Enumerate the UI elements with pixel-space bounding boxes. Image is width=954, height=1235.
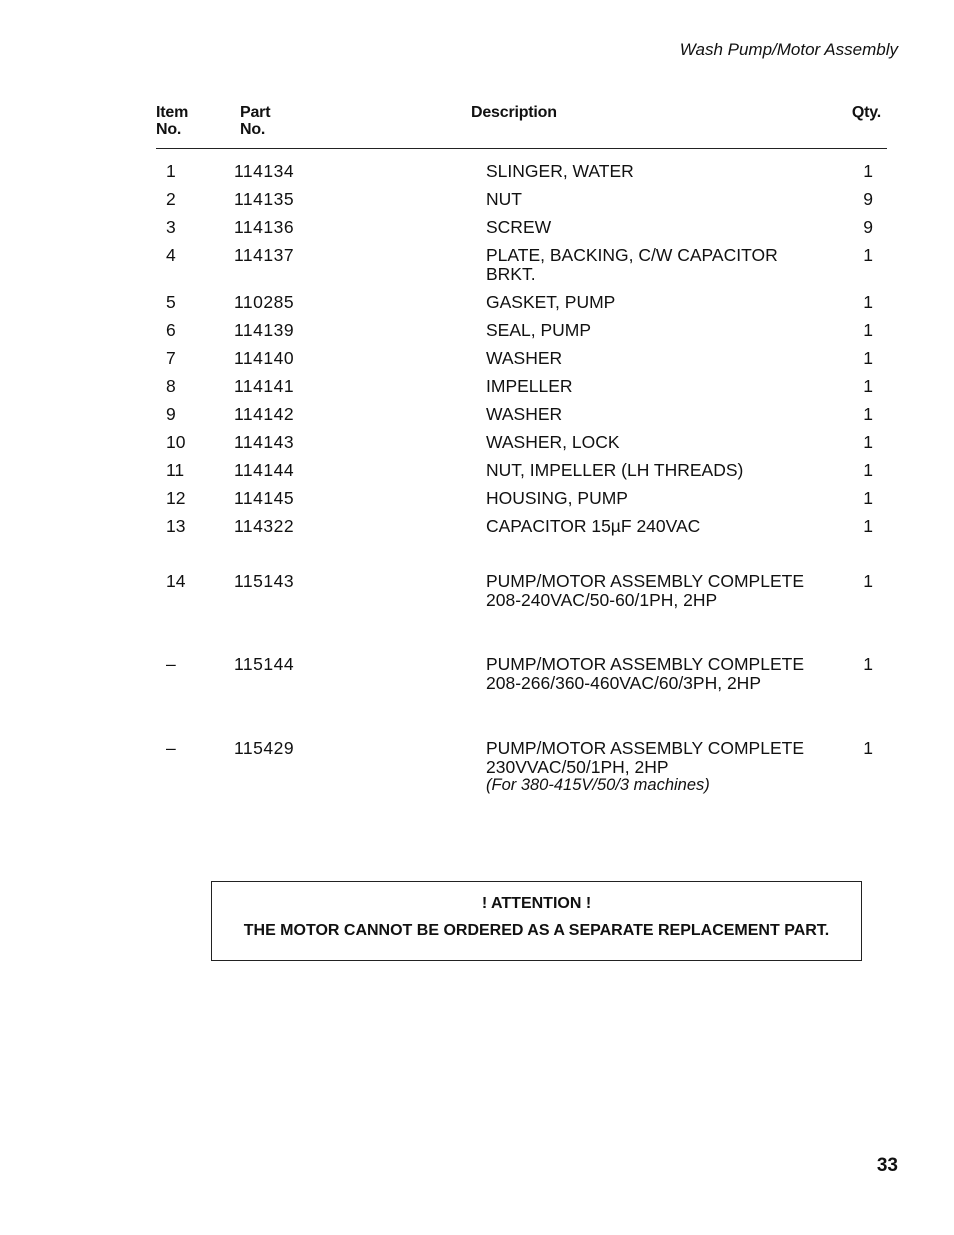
quantity: 9 [863,217,873,237]
part-description [486,162,826,181]
description-line: PUMP/MOTOR ASSEMBLY COMPLETE [486,571,804,591]
table-row [156,349,887,368]
qty-header: Qty. [851,104,881,121]
table-row [156,190,887,209]
quantity: 1 [863,487,873,508]
table-row [156,246,887,283]
description-header: Description [471,104,557,121]
table-row [156,489,887,508]
part-description [486,655,826,692]
part-number: 114322 [234,515,295,536]
part-number: 114144 [234,459,295,480]
parts-table-body [156,162,887,795]
item-number: 5 [166,291,176,312]
part-description [486,461,826,480]
part-description [486,349,826,368]
table-row [156,572,887,609]
item-number: 4 [166,245,176,265]
item-number: 12 [166,487,186,508]
quantity: 1 [863,654,873,674]
quantity: 1 [863,571,873,591]
part-number: 114136 [234,217,295,237]
part-number: 115143 [234,571,295,591]
item-number: 8 [166,375,176,396]
part-number: 114145 [234,487,295,508]
description-line: SCREW [486,217,552,237]
description-line: SEAL, PUMP [486,319,592,340]
part-number: 110285 [234,291,295,312]
quantity: 1 [863,347,873,368]
part-number: 115429 [234,738,295,758]
item-number: 10 [166,431,186,452]
item-number: 9 [166,403,176,424]
description-line: NUT [486,189,522,209]
quantity: 1 [863,375,873,396]
part-no-header: Part No. [240,104,271,138]
quantity: 9 [863,189,873,209]
description-line: 208-266/360-460VAC/60/3PH, 2HP [486,672,761,693]
part-description [486,218,826,237]
quantity: 1 [863,459,873,480]
description-line: GASKET, PUMP [486,291,616,312]
part-description [486,321,826,340]
part-description [486,246,826,283]
quantity: 1 [863,738,873,758]
part-number: 115144 [234,654,295,674]
attention-message: THE MOTOR CANNOT BE ORDERED AS A SEPARATE REPLACEMENT PART. [243,922,830,939]
table-row [156,321,887,340]
quantity: 1 [863,403,873,424]
description-line: WASHER, LOCK [486,431,620,452]
table-row [156,517,887,536]
item-number: 3 [166,217,176,237]
page-number: 33 [876,1155,898,1176]
table-row [156,461,887,480]
part-number: 114139 [234,319,295,340]
quantity: 1 [863,515,873,536]
table-row [156,218,887,237]
running-header: Wash Pump/Motor Assembly [679,40,898,59]
table-row [156,162,887,181]
table-row [156,739,887,795]
part-number: 114134 [234,161,295,181]
quantity: 1 [863,161,873,181]
part-number: 114143 [234,431,295,452]
description-line: SLINGER, WATER [486,161,634,181]
description-line: CAPACITOR 15µF 240VAC [486,515,701,536]
description-line: PUMP/MOTOR ASSEMBLY COMPLETE [486,738,804,758]
item-number: 6 [166,319,176,340]
description-line: PLATE, BACKING, C/W CAPACITOR BRKT. [486,245,778,284]
part-description [486,489,826,508]
item-number: 7 [166,347,176,368]
item-number: 11 [166,459,185,480]
description-line: 230VVAC/50/1PH, 2HP [486,756,669,777]
description-note: (For 380-415V/50/3 machines) [486,776,710,794]
item-number: – [166,654,176,674]
item-number: 13 [166,515,186,536]
item-number: 2 [166,189,176,209]
part-description [486,572,826,609]
part-description [486,405,826,424]
quantity: 1 [863,245,873,265]
quantity: 1 [863,431,873,452]
description-line: PUMP/MOTOR ASSEMBLY COMPLETE [486,654,804,674]
item-number: 14 [166,571,186,591]
part-description [486,433,826,452]
table-row [156,377,887,396]
table-row [156,655,887,692]
description-line: 208-240VAC/50-60/1PH, 2HP [486,589,718,610]
part-number: 114142 [234,403,295,424]
quantity: 1 [863,319,873,340]
parts-table-header [156,104,887,149]
table-row [156,405,887,424]
attention-title: ! ATTENTION ! [481,895,592,912]
attention-box [211,881,862,961]
item-no-header: Item No. [156,104,189,138]
part-description [486,739,826,795]
description-line: HOUSING, PUMP [486,487,628,508]
table-row [156,293,887,312]
quantity: 1 [863,291,873,312]
table-row [156,433,887,452]
part-number: 114137 [234,245,295,265]
part-description [486,190,826,209]
item-number: – [166,738,176,758]
part-description [486,517,826,536]
description-line: WASHER [486,347,563,368]
part-description [486,293,826,312]
part-description [486,377,826,396]
description-line: NUT, IMPELLER (LH THREADS) [486,459,744,480]
part-number: 114135 [234,189,295,209]
item-number: 1 [166,161,176,181]
description-line: IMPELLER [486,375,573,396]
part-number: 114141 [234,375,295,396]
part-number: 114140 [234,347,295,368]
description-line: WASHER [486,403,563,424]
